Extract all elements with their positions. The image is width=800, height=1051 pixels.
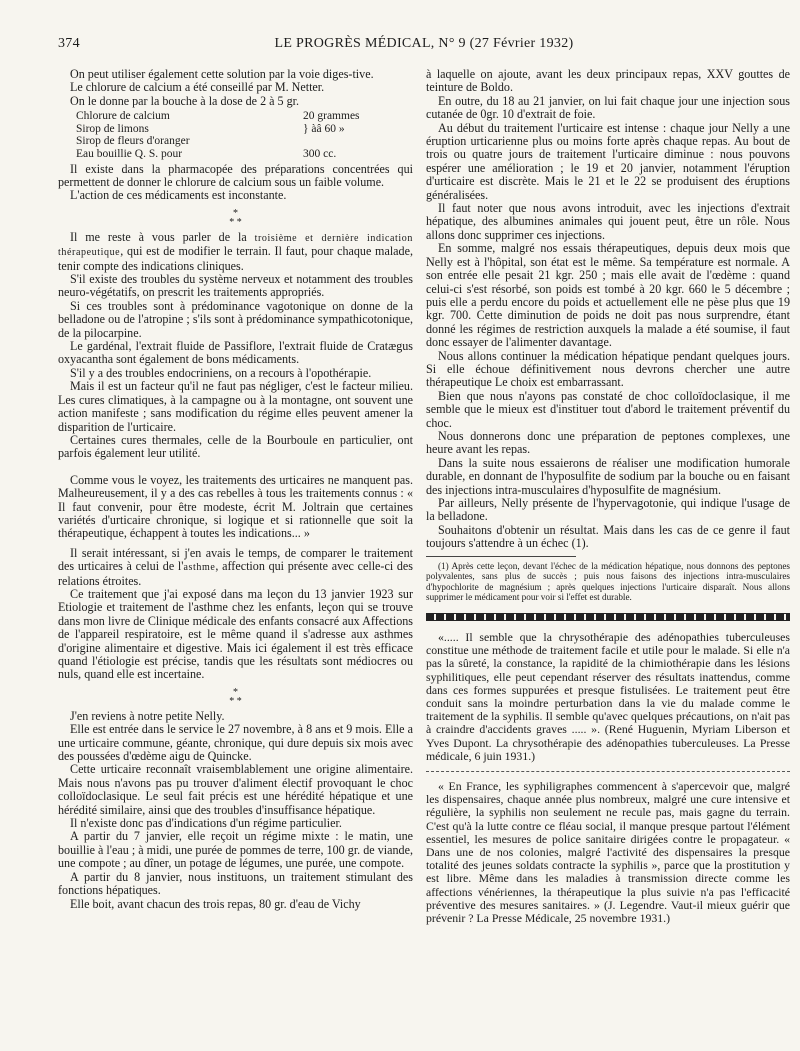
paragraph: A partir du 8 janvier, nous instituons, un traitement stimulant des fonctions hépatiques. — [58, 869, 413, 898]
paragraph: S'il y a des troubles endocriniens, on a recours à l'opothérapie. — [70, 365, 372, 380]
paragraph: Elle boit, avant chacun des trois repas, 80 gr. d'eau de Vichy — [70, 896, 361, 911]
paragraph: Nous donnerons donc une préparation de peptones complexes, une heure avant les repas. — [426, 428, 790, 457]
paragraph: Il existe dans la pharmacopée des préparations concentrées qui permettent de donner le chlorure de calcium sous un faible volume. — [58, 161, 413, 189]
decorative-divider — [426, 613, 790, 621]
quote-block: « En France, les syphiligraphes commencent à s'apercevoir que, malgré les dispensaires, chaque année plus nombreux, malgré une cure intensive et régulière, la syphilis non seulement ne recule pas, mais gagne du terrain. C'est qu'à la lutte contre ce fléau social, il manque presque partout l'élément essentiel, les mesures de police sanitaire dirigées contre le propagateur. « Dans une de nos colonies, malgré l'activité des dispensaires la presque totalité des jeunes soldats contracte la syphilis », parce que la prostitution y est libre. Même dans les maladies à transmission directe comme les affections vénériennes, la thérapeutique la plus suivie n'a pas l'efficacité préventive des mesures sanitaires. » (J. Legendre. Vaut-il mieux guérir que prévenir ? La Presse Médicale, 25 novembre 1931.) — [426, 779, 790, 926]
paragraph: Cette urticaire reconnaît vraisemblablement une origine alimentaire. Mais nous n'avons pas pu trouver d'aliment électif provoquant le choc colloïdoclasique. Le seul fait précis est une hérédité hépatique et une hérédité similaire, ainsi que des troubles d'insuffisance hépatique. — [58, 762, 413, 817]
paragraph: Il n'existe donc pas d'indications d'un régime particulier. — [70, 816, 342, 831]
recipe-qty — [281, 135, 381, 148]
paragraph: Il faut noter que nous avons introduit, avec les injections d'extrait hépatique, des albumines animales qui jouent peut, être un rôle. Nous allons donc supprimer ces injections. — [426, 201, 790, 242]
paragraph: En somme, malgré nos essais thérapeutiques, depuis deux mois que Nelly est à l'hôpital, son état est le même. Sa température est normale. A son entrée elle pesait 21 kgr. 250 ; mais elle avait de l'œdème : quand celui-ci s'est résorbé, son poids est tombé à 20 kgr. 660 le 5 décembre ; puis elle a perdu encore du poids et actuellement elle ne pèse plus que 19 kgr. 700. Cette diminution de poids ne doit pas nous surprendre, étant donné les régimes de restriction auxquels la malade a été soumise, il faut donc essayer de l'alimenter davantage. — [426, 241, 790, 350]
paragraph: L'action de ces médicaments est inconstante. — [70, 188, 287, 203]
paragraph: Ce traitement que j'ai exposé dans ma leçon du 13 janvier 1923 sur Etiologie et traitement de l'asthme chez les enfants, leçon qui se trouve dans mon livre de Clinique médicale des enfants consacré aux Affections de l'appareil respiratoire, est le même quand il s'adresse aux asthmes d'origine alimentaire et digestive. Mais ici également il est très efficace quand l'étiologie est précise, tandis que les résultats sont médiocres ou nuls, quand elle est incertaine. — [58, 586, 413, 682]
recipe-item: Sirop de limons — [76, 122, 149, 135]
quote-block: «..... Il semble que la chrysothérapie des adénopathies tuberculeuses constitue une méthode de traitement facile et utile pour le malade. Si elle n'a pas la sûreté, la constance, la rapidité de la chimiothérapie dans les lésions syphilitiques, elle peut cependant réserver des résultats inattendus, comme dans ces formes suppurées et presque fistulisées. Le traitement peut être conduit sans la moindre perturbation dans la vie du malade comme le traitement de la syphilis. Il semble qu'avec quelques précautions, on n'ait pas à craindre d'accidents graves ..... ». (René Huguenin, Myriam Liberson et Yves Dupont. La chrysothérapie des adénopathies tuberculeuses. La Presse médicale, 6 juin 1931.) — [426, 630, 790, 763]
recipe-qty: 20 grammes — [303, 110, 360, 123]
journal-title: LE PROGRÈS MÉDICAL, N° 9 (27 Février 1932) — [274, 36, 574, 51]
recipe-item: Chlorure de calcium — [76, 110, 170, 123]
paragraph: Le chlorure de calcium a été conseillé par M. Netter. — [70, 80, 325, 95]
recipe-item: Eau bouillie Q. S. pour — [76, 148, 183, 160]
paragraph: Par ailleurs, Nelly présente de l'hypervagotonie, qui indique l'usage de la belladone. — [426, 496, 790, 524]
section-stars: * * * — [229, 686, 242, 707]
paragraph: S'il existe des troubles du système nerveux et notamment des troubles neuro-végétatifs, on prescrit les traitements appropriés. — [58, 272, 413, 300]
paragraph: Bien que nous n'ayons pas constaté de choc colloïdoclasique, il me semble que le mieux est d'instituer tout d'abord le traitement préventif du choc. — [426, 388, 790, 430]
paragraph: A partir du 7 janvier, elle reçoit un régime mixte : le matin, une bouillie à l'eau ; à midi, une purée de pommes de terre, 100 gr. de viande, une compote ; au dîner, un potage de légumes, une purée, une compote. — [58, 829, 413, 871]
section-stars: * * * — [229, 207, 242, 228]
paragraph: à laquelle on ajoute, avant les deux principaux repas, XXV gouttes de teinture de Boldo. — [426, 67, 790, 95]
page-number: 374 — [58, 36, 80, 51]
paragraph: On peut utiliser également cette solution par la voie diges-tive. — [70, 67, 374, 81]
paragraph: En outre, du 18 au 21 janvier, on lui fait chaque jour une injection sous cutanée de 0gr. 10 d'extrait de foie. — [426, 93, 790, 122]
paragraph: Certaines cures thermales, celle de la Bourboule en particulier, ont parfois également leur utilité. — [58, 432, 413, 461]
paragraph: Dans la suite nous essaierons de réaliser une modification humorale durable, en donnant de l'hyposulfite de sodium par la bouche ou en faisant des injections intra-musculaires d'hyposulfite de magnésium. — [426, 455, 790, 497]
paragraph: Si ces troubles sont à prédominance vagotonique on donne de la belladone ou de l'atropine ; s'ils sont à prédominance sympathicotonique, de la pilocarpine. — [58, 298, 413, 340]
recipe-qty: 300 cc. — [303, 148, 337, 160]
paragraph: Nous allons continuer la médication hépatique pendant quelques jours. Si elle échoue définitivement nous devrons chercher une autre thérapeutique Le choix est embarrassant. — [426, 348, 790, 390]
paragraph: On le donne par la bouche à la dose de 2 à 5 gr. — [70, 93, 300, 108]
right-column — [426, 68, 790, 925]
dotted-divider — [426, 771, 790, 772]
paragraph: Il serait intéressant, si j'en avais le temps, de comparer le traitement des urticaires à celui de l'asthme, affection qui présente avec celle-ci des relations étroites. — [58, 545, 414, 588]
left-column — [58, 68, 413, 911]
paragraph: Au début du traitement l'urticaire est intense : chaque jour Nelly a une éruption urticarienne plus ou moins forte après chaque repas. Au bout de trois ou quatre jours de traitement l'urticaire diminue : nous pouvons espérer une amélioration ; le 19 et 20 janvier, notamment l'éruption d'urticaire est discrète. Mais le 21 et le 22 se produisent des éruptions généralisées. — [426, 120, 790, 202]
paragraph: J'en reviens à notre petite Nelly. — [70, 708, 225, 723]
footnote: (1) Après cette leçon, devant l'échec de la médication hépatique, nous donnons des peptones polyvalentes, sans plus de succès ; puis nous faisons des injections intra-musculaires d'hypochlorite de magnésium ; après quelques injections l'urticaire disparaît. Nous allons supprimer le médicament pour voir si l'effet est durable. — [426, 560, 790, 603]
paragraph: Elle est entrée dans le service le 27 novembre, à 8 ans et 9 mois. Elle a une urticaire commune, géante, chronique, qui dure depuis six mois avec des poussées d'œdème aigu de Quincke. — [58, 722, 413, 764]
paragraph: Comme vous le voyez, les traitements des urticaires ne manquent pas. Malheureusement, il y a des cas rebelles à tous les traitements connus : « Il faut convenir, pour être modeste, écrit M. Joltrain que certaines variétés d'urticaire chronique, si logique et si rationnelle que soit la thérapeutique, échappent à toutes les indications... » — [58, 472, 413, 541]
recipe-qty: } àâ 60 » — [303, 122, 345, 135]
paragraph: Le gardénal, l'extrait fluide de Passiflore, l'extrait fluide de Cratægus oxyacantha sont également de bons médicaments. — [58, 339, 413, 367]
paragraph: Souhaitons d'obtenir un résultat. Mais dans les cas de ce genre il faut toujours s'attendre à un échec (1). — [426, 522, 790, 551]
recipe-table — [76, 110, 413, 160]
paragraph: Mais il est un facteur qu'il ne faut pas négliger, c'est le facteur milieu. Les cures climatiques, à la campagne ou à la montagne, ont souvent une action manifeste ; sans modification du régime elles peuvent amener la disparition de l'urticaire. — [58, 379, 413, 434]
recipe-item: Sirop de fleurs d'oranger — [76, 135, 190, 148]
page-header — [58, 36, 790, 56]
paragraph: Il me reste à vous parler de la troisième et dernière indication thérapeutique, qui est de modifier le terrain. Il faut, pour chaque malade, tenir compte des indications cliniques. — [58, 229, 414, 273]
